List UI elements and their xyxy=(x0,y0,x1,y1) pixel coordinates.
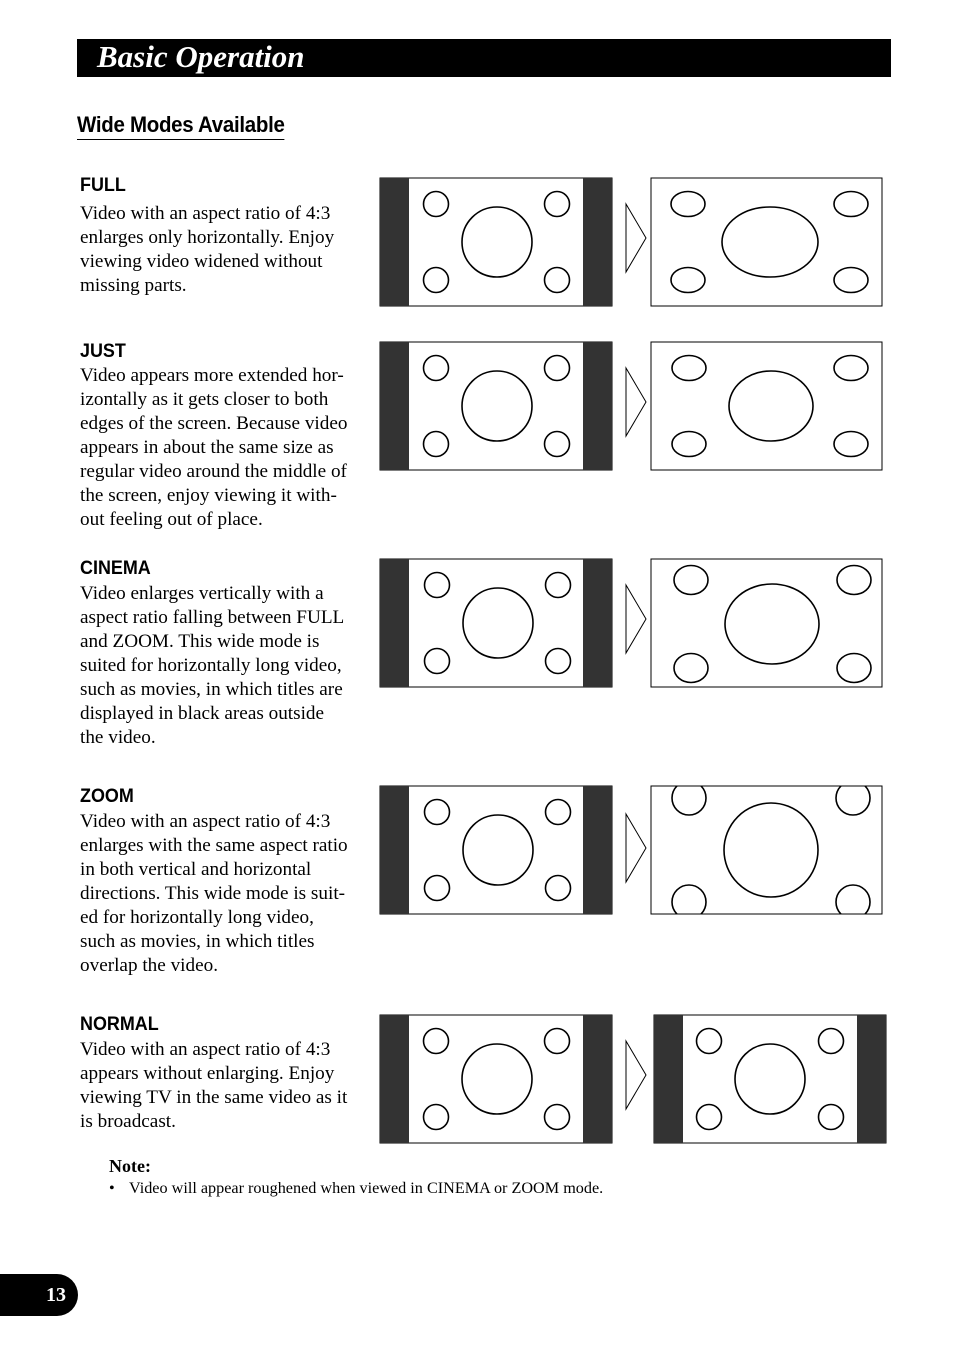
result-screen xyxy=(651,784,882,916)
result-screen xyxy=(651,559,882,687)
mode-title-just: JUST xyxy=(80,340,126,362)
mode-title-cinema: CINEMA xyxy=(80,557,151,579)
arrow-right-icon xyxy=(626,814,646,882)
diagram-full xyxy=(378,176,890,308)
page-title: Basic Operation xyxy=(97,39,305,74)
mode-description-just: Video appears more extended hor- izontally as it gets closer to both edges of the screen. Because video appears in about the same size as regular video around the middle of the screen, enjoy viewing it with- out feeling out of place. xyxy=(80,365,348,530)
note-title: Note: xyxy=(109,1156,151,1176)
diagram-normal xyxy=(378,1013,890,1145)
arrow-right-icon xyxy=(626,368,646,436)
arrow-right-icon xyxy=(626,204,646,272)
source-screen xyxy=(380,559,612,687)
diagram-cinema xyxy=(378,557,890,689)
result-screen xyxy=(651,342,882,470)
source-screen xyxy=(380,342,612,470)
result-screen xyxy=(654,1015,886,1143)
source-screen xyxy=(380,1015,612,1143)
source-screen xyxy=(380,178,612,306)
mode-description-zoom: Video with an aspect ratio of 4:3 enlarges with the same aspect ratio in both vertical and horizontal directions. This wide mode is suit- ed for horizontally long video, such as movies, in which titles overlap the video. xyxy=(80,811,348,976)
header-bar xyxy=(77,39,891,77)
page-number: 13 xyxy=(46,1284,66,1306)
mode-description-full: Video with an aspect ratio of 4:3 enlarges only horizontally. Enjoy viewing video widened without missing parts. xyxy=(80,203,335,296)
mode-title-full: FULL xyxy=(80,174,126,196)
note-item-text: Video will appear roughened when viewed in CINEMA or ZOOM mode. xyxy=(129,1179,604,1197)
diagram-zoom xyxy=(378,784,890,916)
diagram-just xyxy=(378,340,890,472)
arrow-right-icon xyxy=(626,585,646,653)
arrow-right-icon xyxy=(626,1041,646,1109)
result-screen xyxy=(651,178,882,306)
mode-title-normal: NORMAL xyxy=(80,1013,159,1035)
note-item xyxy=(109,1178,603,1198)
mode-description-cinema: Video enlarges vertically with a aspect ratio falling between FULL and ZOOM. This wide mode is suited for horizontally long video, such as movies, in which titles are displayed in black areas outside the video. xyxy=(80,583,345,748)
section-heading: Wide Modes Available xyxy=(77,112,285,140)
page-number-badge xyxy=(0,1274,78,1316)
mode-title-zoom: ZOOM xyxy=(80,785,134,807)
mode-description-normal: Video with an aspect ratio of 4:3 appears without enlarging. Enjoy viewing TV in the same video as it is broadcast. xyxy=(80,1039,348,1132)
source-screen xyxy=(380,786,612,914)
bullet-icon: • xyxy=(109,1179,115,1197)
